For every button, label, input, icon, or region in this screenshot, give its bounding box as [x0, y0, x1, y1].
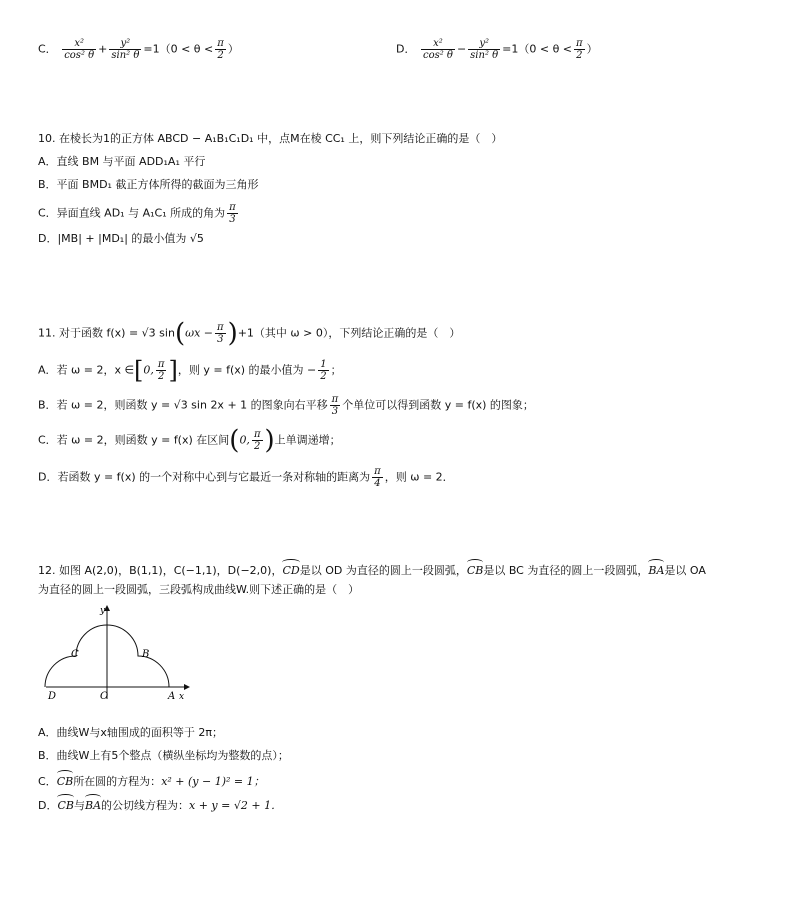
x-axis-arrow	[184, 684, 190, 690]
q9-option-d: D． $\frac{\text{x²}}{\text{cos² θ}}$ − $\frac{\text{y²}}{\text{sin² θ}}$ =1（0 < θ < $\frac{\pi}{2}$ ）	[396, 38, 598, 61]
q12-option-d: D．CB与BA的公切线方程为：x + y = √2 + 1．	[38, 795, 282, 814]
q12-stem-line2: 为直径的圆上一段圆弧，三段弧构成曲线W.则下述正确的是（ ）	[38, 583, 360, 596]
label-x: x	[179, 692, 185, 702]
label-d: D	[48, 691, 57, 702]
q11-option-b: B．若 ω = 2，则函数 y = √3 sin 2x + 1 的图象向右平移 $\frac{\pi}{3}$ 个单位可以得到函数 y = f(x) 的图象；	[38, 394, 534, 417]
q10-option-c: C．异面直线 AD₁ 与 A₁C₁ 所成的角为 $\frac{\pi}{3}$	[38, 202, 236, 225]
q10-option-a: A．直线 BM 与平面 ADD₁A₁ 平行	[38, 155, 206, 168]
label-c: C	[71, 649, 79, 660]
q12-option-c: C．CB所在圆的方程为：x² + (y − 1)² = 1；	[38, 771, 265, 790]
q12-stem-line1: 12. 如图 A(2,0)，B(1,1)，C(−1,1)，D(−2,0)，CD是以 OD 为直径的圆上一段圆弧，CB是以 BC 为直径的圆上一段圆弧，BA是以 OA	[38, 560, 706, 579]
q9-option-c: C． $\frac{\text{x²}}{\text{cos² θ}}$ + $\frac{\text{y²}}{\text{sin² θ}}$ =1（0 < θ < $\frac{\pi}{2}$ ）	[38, 38, 239, 61]
q11-option-c: C．若 ω = 2，则函数 y = f(x) 在区间(0, $\frac{\pi}{2}$ )上单调递增；	[38, 425, 341, 456]
label-a: A	[168, 691, 176, 702]
label-y: y	[100, 606, 106, 616]
q10-option-b: B．平面 BMD₁ 截正方体所得的截面为三角形	[38, 178, 259, 191]
q11-option-a: A．若 ω = 2，x ∈[0, $\frac{\pi}{2}$ ]，则 y = f(x) 的最小值为 − $\frac{1}{2}$ ；	[38, 356, 342, 385]
q11-option-d: D．若函数 y = f(x) 的一个对称中心到与它最近一条对称轴的距离为 $\frac{\pi}{4}$ ，则 ω = 2．	[38, 466, 454, 489]
q12-option-b: B．曲线W上有5个整点（横纵坐标均为整数的点）；	[38, 749, 289, 762]
q10-stem: 10. 在棱长为1的正方体 ABCD − A₁B₁C₁D₁ 中，点M在棱 CC₁ 上，则下列结论正确的是（ ）	[38, 132, 503, 145]
q12-figure	[38, 603, 198, 703]
label-b: B	[142, 649, 150, 660]
q12-option-a: A．曲线W与x轴围成的面积等于 2π；	[38, 726, 224, 739]
label-o: O	[100, 691, 109, 702]
q11-stem: 11. 对于函数 f(x) = √3 sin(ωx − $\frac{\pi}{3}$ )+1（其中 ω > 0），下列结论正确的是（ ）	[38, 318, 461, 349]
q10-option-d: D．|MB| + |MD₁| 的最小值为 √5	[38, 232, 204, 245]
